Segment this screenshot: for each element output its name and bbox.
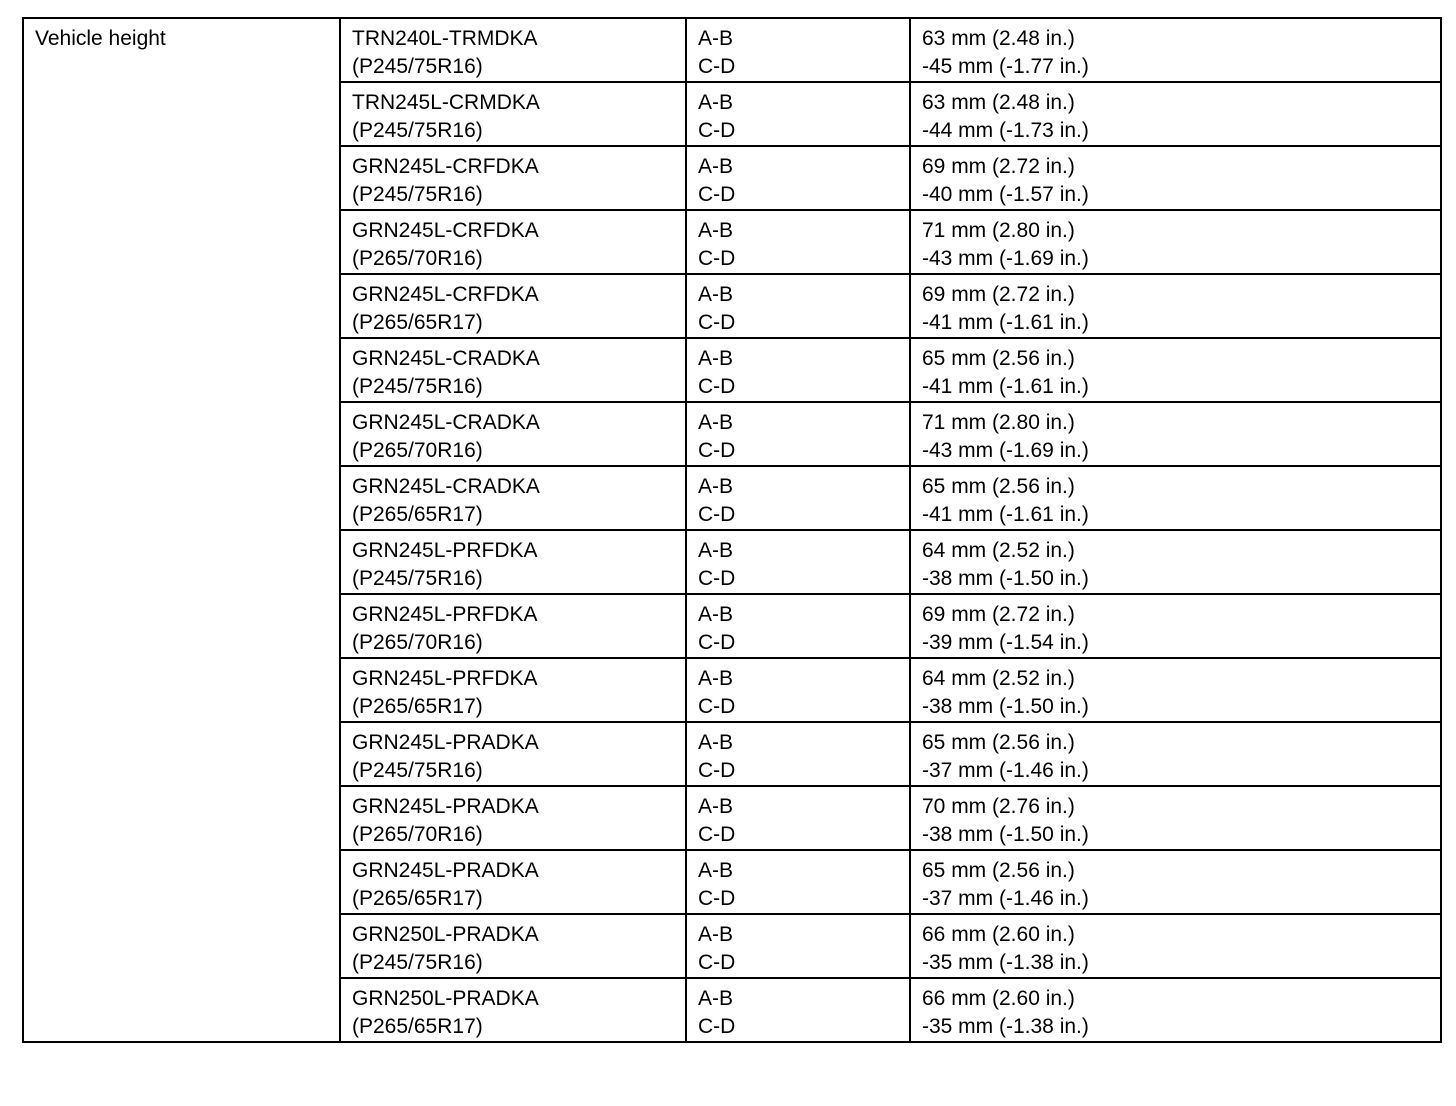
value-cell [910,914,1441,978]
point-cell [686,530,910,594]
tire-size: (P265/70R16) [352,631,483,654]
tire-size: (P265/70R16) [352,823,483,846]
tire-size: (P265/70R16) [352,439,483,462]
value-ab: 64 mm (2.52 in.) [922,667,1075,690]
value-cell [910,82,1441,146]
model-code: GRN245L-CRADKA [352,475,540,498]
value-cd: -35 mm (-1.38 in.) [922,1015,1089,1038]
tire-size: (P245/75R16) [352,119,483,142]
point-cd: C-D [698,631,736,654]
tire-size: (P245/75R16) [352,759,483,782]
tire-size: (P265/65R17) [352,1015,483,1038]
value-ab: 66 mm (2.60 in.) [922,987,1075,1010]
point-cd: C-D [698,119,736,142]
model-code: TRN245L-CRMDKA [352,91,540,114]
vehicle-height-spec-table [22,17,1442,1043]
point-cd: C-D [698,823,736,846]
value-cd: -45 mm (-1.77 in.) [922,55,1089,78]
value-ab: 70 mm (2.76 in.) [922,795,1075,818]
point-cd: C-D [698,887,736,910]
tire-size: (P265/65R17) [352,311,483,334]
point-cd: C-D [698,311,736,334]
value-ab: 65 mm (2.56 in.) [922,731,1075,754]
value-ab: 69 mm (2.72 in.) [922,603,1075,626]
value-cell [910,850,1441,914]
model-cell [340,210,686,274]
value-cd: -41 mm (-1.61 in.) [922,311,1089,334]
value-cell [910,402,1441,466]
model-code: GRN245L-CRADKA [352,411,540,434]
value-cd: -43 mm (-1.69 in.) [922,439,1089,462]
point-cd: C-D [698,695,736,718]
value-cell [910,786,1441,850]
point-cd: C-D [698,439,736,462]
model-cell [340,722,686,786]
value-ab: 71 mm (2.80 in.) [922,219,1075,242]
point-cell [686,594,910,658]
value-cd: -37 mm (-1.46 in.) [922,887,1089,910]
model-code: GRN245L-PRADKA [352,731,539,754]
value-cd: -44 mm (-1.73 in.) [922,119,1089,142]
value-ab: 64 mm (2.52 in.) [922,539,1075,562]
point-cd: C-D [698,183,736,206]
row-label: Vehicle height [35,27,166,50]
point-cd: C-D [698,247,736,270]
value-ab: 65 mm (2.56 in.) [922,347,1075,370]
spec-table-body [23,18,1441,1042]
point-cell [686,466,910,530]
value-cd: -35 mm (-1.38 in.) [922,951,1089,974]
point-cd: C-D [698,1015,736,1038]
model-cell [340,466,686,530]
table-row [23,18,1441,82]
value-cell [910,594,1441,658]
model-cell [340,978,686,1042]
point-cd: C-D [698,375,736,398]
point-cell [686,722,910,786]
tire-size: (P245/75R16) [352,55,483,78]
model-code: GRN250L-PRADKA [352,987,539,1010]
tire-size: (P265/65R17) [352,503,483,526]
value-cell [910,530,1441,594]
value-ab: 69 mm (2.72 in.) [922,155,1075,178]
point-ab: A-B [698,859,734,882]
value-cell [910,466,1441,530]
point-cell [686,18,910,82]
point-cell [686,786,910,850]
point-cell [686,146,910,210]
value-ab: 63 mm (2.48 in.) [922,91,1075,114]
tire-size: (P245/75R16) [352,567,483,590]
point-cd: C-D [698,759,736,782]
point-cell [686,658,910,722]
model-cell [340,82,686,146]
model-code: GRN245L-PRFDKA [352,667,538,690]
value-cd: -38 mm (-1.50 in.) [922,695,1089,718]
point-ab: A-B [698,91,734,114]
value-cd: -37 mm (-1.46 in.) [922,759,1089,782]
value-cell [910,274,1441,338]
point-cell [686,914,910,978]
value-ab: 69 mm (2.72 in.) [922,283,1075,306]
point-ab: A-B [698,795,734,818]
value-ab: 66 mm (2.60 in.) [922,923,1075,946]
point-ab: A-B [698,731,734,754]
point-ab: A-B [698,923,734,946]
point-cell [686,978,910,1042]
model-cell [340,18,686,82]
value-cd: -41 mm (-1.61 in.) [922,503,1089,526]
tire-size: (P245/75R16) [352,375,483,398]
value-cd: -40 mm (-1.57 in.) [922,183,1089,206]
value-cell [910,18,1441,82]
point-ab: A-B [698,475,734,498]
point-cd: C-D [698,567,736,590]
value-cd: -43 mm (-1.69 in.) [922,247,1089,270]
point-cd: C-D [698,503,736,526]
point-cell [686,338,910,402]
point-ab: A-B [698,347,734,370]
point-ab: A-B [698,667,734,690]
point-ab: A-B [698,27,734,50]
tire-size: (P265/70R16) [352,247,483,270]
model-code: GRN245L-PRFDKA [352,539,538,562]
model-cell [340,530,686,594]
point-cell [686,82,910,146]
model-cell [340,658,686,722]
point-ab: A-B [698,219,734,242]
model-code: GRN245L-PRADKA [352,795,539,818]
value-cell [910,722,1441,786]
value-cell [910,210,1441,274]
point-ab: A-B [698,539,734,562]
model-cell [340,402,686,466]
point-cell [686,402,910,466]
tire-size: (P265/65R17) [352,695,483,718]
point-ab: A-B [698,987,734,1010]
model-code: GRN250L-PRADKA [352,923,539,946]
model-code: GRN245L-PRADKA [352,859,539,882]
model-cell [340,850,686,914]
row-label-cell [23,18,340,1042]
model-code: TRN240L-TRMDKA [352,27,538,50]
point-ab: A-B [698,283,734,306]
value-cd: -38 mm (-1.50 in.) [922,567,1089,590]
tire-size: (P245/75R16) [352,951,483,974]
value-cd: -39 mm (-1.54 in.) [922,631,1089,654]
model-code: GRN245L-CRFDKA [352,283,539,306]
model-code: GRN245L-CRADKA [352,347,540,370]
model-cell [340,786,686,850]
model-cell [340,274,686,338]
value-cell [910,658,1441,722]
value-cell [910,338,1441,402]
point-ab: A-B [698,155,734,178]
point-cd: C-D [698,55,736,78]
point-cell [686,210,910,274]
model-cell [340,914,686,978]
model-code: GRN245L-CRFDKA [352,155,539,178]
value-ab: 65 mm (2.56 in.) [922,475,1075,498]
point-ab: A-B [698,411,734,434]
model-code: GRN245L-PRFDKA [352,603,538,626]
point-cell [686,850,910,914]
value-cell [910,978,1441,1042]
value-cd: -38 mm (-1.50 in.) [922,823,1089,846]
value-cd: -41 mm (-1.61 in.) [922,375,1089,398]
tire-size: (P245/75R16) [352,183,483,206]
model-code: GRN245L-CRFDKA [352,219,539,242]
model-cell [340,594,686,658]
value-ab: 63 mm (2.48 in.) [922,27,1075,50]
value-cell [910,146,1441,210]
value-ab: 65 mm (2.56 in.) [922,859,1075,882]
value-ab: 71 mm (2.80 in.) [922,411,1075,434]
point-cd: C-D [698,951,736,974]
point-ab: A-B [698,603,734,626]
point-cell [686,274,910,338]
model-cell [340,146,686,210]
model-cell [340,338,686,402]
tire-size: (P265/65R17) [352,887,483,910]
